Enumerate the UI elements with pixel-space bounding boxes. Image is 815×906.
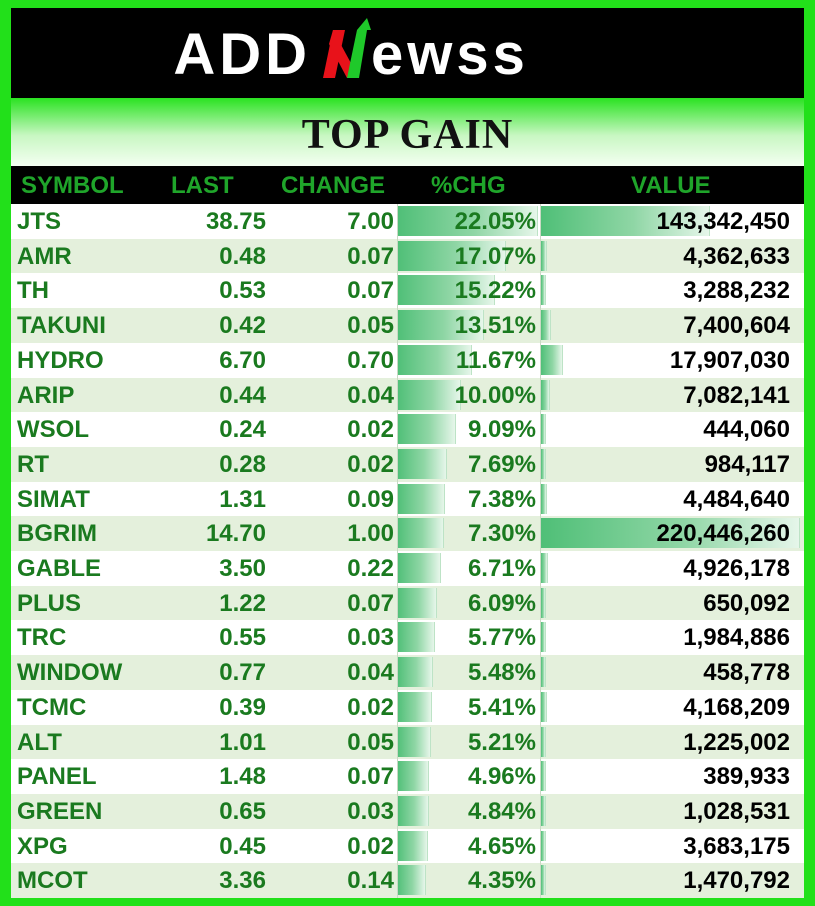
value-cell: 1,028,531 [683,797,790,825]
header-last: LAST [171,172,234,199]
value-cell: 389,933 [703,763,790,791]
pchg-cell: 22.05% [454,208,536,235]
pchg-bar [397,449,447,479]
value-bar [541,449,546,479]
change-cell: 0.22 [347,555,394,582]
table-row[interactable] [11,447,804,482]
pchg-bar [397,414,456,444]
table-row[interactable] [11,794,804,829]
pchg-cell: 7.38% [467,485,536,513]
pchg-bar [397,380,461,410]
last-cell: 0.55 [219,624,266,652]
change-cell: 0.02 [347,450,394,478]
table-row[interactable] [11,412,804,447]
value-cell: 458,778 [703,659,790,687]
symbol-cell: AMR [17,242,72,270]
value-cell: 3,683,175 [683,832,790,860]
value-cell: 4,926,178 [683,555,790,582]
change-cell: 0.02 [347,416,394,444]
value-bar [541,553,548,583]
pchg-bar [397,657,433,687]
top-gain-panel [11,8,804,898]
last-cell: 3.50 [219,555,266,582]
table-row[interactable] [11,516,804,551]
pchg-cell: 17.07% [454,242,536,270]
value-cell: 1,225,002 [683,728,790,756]
change-cell: 0.07 [347,242,394,270]
value-bar [541,241,547,271]
table-row[interactable] [11,655,804,690]
value-cell: 143,342,450 [656,208,790,235]
pchg-bar [397,761,429,791]
value-bar [541,588,546,618]
symbol-cell: TRC [17,624,67,652]
symbol-cell: ARIP [17,381,75,409]
last-cell: 6.70 [219,346,266,374]
table-row[interactable] [11,482,804,517]
value-bar [541,692,547,722]
change-cell: 7.00 [347,208,394,235]
change-cell: 0.04 [347,659,394,687]
last-cell: 0.77 [219,659,266,687]
pchg-cell: 5.21% [467,728,536,756]
pchg-bar [397,553,441,583]
last-cell: 0.39 [219,693,266,721]
change-cell: 0.05 [347,728,394,756]
pchg-bar [397,622,435,652]
pchg-cell: 5.48% [467,659,536,687]
symbol-cell: RT [17,450,49,478]
symbol-cell: TH [17,277,49,305]
pchg-cell: 5.41% [467,693,536,721]
pchg-cell: 5.77% [467,624,536,652]
pchg-cell: 13.51% [454,312,536,340]
last-cell: 38.75 [205,208,266,235]
value-cell: 1,470,792 [683,867,790,895]
column-divider [540,204,541,898]
symbol-cell: ALT [17,728,62,756]
last-cell: 0.24 [219,416,266,444]
value-cell: 4,484,640 [683,485,790,513]
value-bar [541,622,546,652]
table-row[interactable] [11,725,804,760]
pchg-cell: 4.96% [467,763,536,791]
value-bar [541,657,546,687]
last-cell: 1.01 [219,728,266,756]
symbol-cell: WINDOW [17,659,123,687]
table-row[interactable] [11,308,804,343]
change-cell: 0.07 [347,277,394,305]
change-cell: 0.14 [347,867,394,895]
last-cell: 0.65 [219,797,266,825]
value-cell: 220,446,260 [656,520,790,548]
change-cell: 0.02 [347,832,394,860]
page-title: TOP GAIN [301,112,514,158]
table-row[interactable] [11,586,804,621]
pchg-bar [397,831,428,861]
last-cell: 1.22 [219,589,266,617]
pchg-bar [397,865,426,895]
symbol-cell: XPG [17,832,68,860]
value-bar [541,761,546,791]
value-cell: 7,400,604 [683,312,790,340]
value-bar [541,831,546,861]
symbol-cell: GREEN [17,797,103,825]
pchg-bar [397,484,445,514]
column-divider [397,204,398,898]
last-cell: 0.53 [219,277,266,305]
value-bar [541,275,546,305]
symbol-cell: SIMAT [17,485,90,513]
value-cell: 17,907,030 [669,346,790,374]
table-row[interactable] [11,863,804,898]
header-value: VALUE [631,172,711,199]
change-cell: 0.04 [347,381,394,409]
table-row[interactable] [11,829,804,864]
last-cell: 0.44 [219,381,266,409]
pchg-cell: 7.30% [467,520,536,548]
last-cell: 1.31 [219,485,266,513]
symbol-cell: WSOL [17,416,89,444]
symbol-cell: GABLE [17,555,101,582]
value-bar [541,727,546,757]
last-cell: 0.48 [219,242,266,270]
value-cell: 7,082,141 [683,381,790,409]
change-cell: 0.07 [347,589,394,617]
value-cell: 650,092 [703,589,790,617]
pchg-cell: 6.09% [467,589,536,617]
pchg-cell: 6.71% [467,555,536,582]
change-cell: 0.70 [347,346,394,374]
header-pchg: %CHG [431,172,506,199]
table-row[interactable] [11,273,804,308]
last-cell: 3.36 [219,867,266,895]
table-row[interactable] [11,343,804,378]
pchg-cell: 7.69% [467,450,536,478]
symbol-cell: MCOT [17,867,88,895]
value-bar [541,865,546,895]
table-row[interactable] [11,620,804,655]
value-bar [541,414,546,444]
table-row[interactable] [11,378,804,413]
last-cell: 0.45 [219,832,266,860]
symbol-cell: PLUS [17,589,82,617]
value-cell: 444,060 [703,416,790,444]
symbol-cell: PANEL [17,763,97,791]
table-row[interactable] [11,551,804,586]
pchg-cell: 10.00% [454,381,536,409]
last-cell: 1.48 [219,763,266,791]
value-bar [541,345,563,375]
logo-text-left: ADD [173,22,311,87]
value-bar [541,310,551,340]
symbol-cell: TCMC [17,693,87,721]
value-cell: 4,362,633 [683,242,790,270]
pchg-cell: 4.84% [467,797,536,825]
logo-n-mark [323,18,371,78]
value-cell: 3,288,232 [683,277,790,305]
value-cell: 1,984,886 [683,624,790,652]
pchg-bar [397,727,431,757]
table-row[interactable] [11,759,804,794]
brand-banner [11,8,804,98]
pchg-bar [397,588,437,618]
pchg-cell: 11.67% [455,346,536,374]
logo-text-right: ewss [371,22,529,87]
change-cell: 0.05 [347,312,394,340]
value-cell: 4,168,209 [683,693,790,721]
pchg-bar [397,518,444,548]
value-bar [541,796,546,826]
last-cell: 0.28 [219,450,266,478]
change-cell: 0.09 [347,485,394,513]
table-row[interactable] [11,690,804,725]
change-cell: 0.07 [347,763,394,791]
pchg-cell: 4.65% [467,832,536,860]
change-cell: 0.02 [347,693,394,721]
pchg-cell: 4.35% [467,867,536,895]
change-cell: 0.03 [347,797,394,825]
table-row[interactable] [11,204,804,239]
change-cell: 0.03 [347,624,394,652]
last-cell: 0.42 [219,312,266,340]
pchg-bar [397,692,432,722]
value-bar [541,484,547,514]
symbol-cell: TAKUNI [17,312,106,340]
table-row[interactable] [11,239,804,274]
value-bar [541,380,550,410]
addnewss-logo [11,8,804,98]
pchg-bar [397,796,429,826]
symbol-cell: JTS [17,208,62,235]
value-cell: 984,117 [704,450,790,478]
pchg-cell: 15.22% [454,277,536,305]
pchg-cell: 9.09% [467,416,536,444]
header-symbol: SYMBOL [21,172,124,199]
symbol-cell: BGRIM [17,520,97,548]
header-change: CHANGE [281,172,386,199]
change-cell: 1.00 [347,520,394,548]
symbol-cell: HYDRO [17,346,104,374]
last-cell: 14.70 [205,520,266,548]
